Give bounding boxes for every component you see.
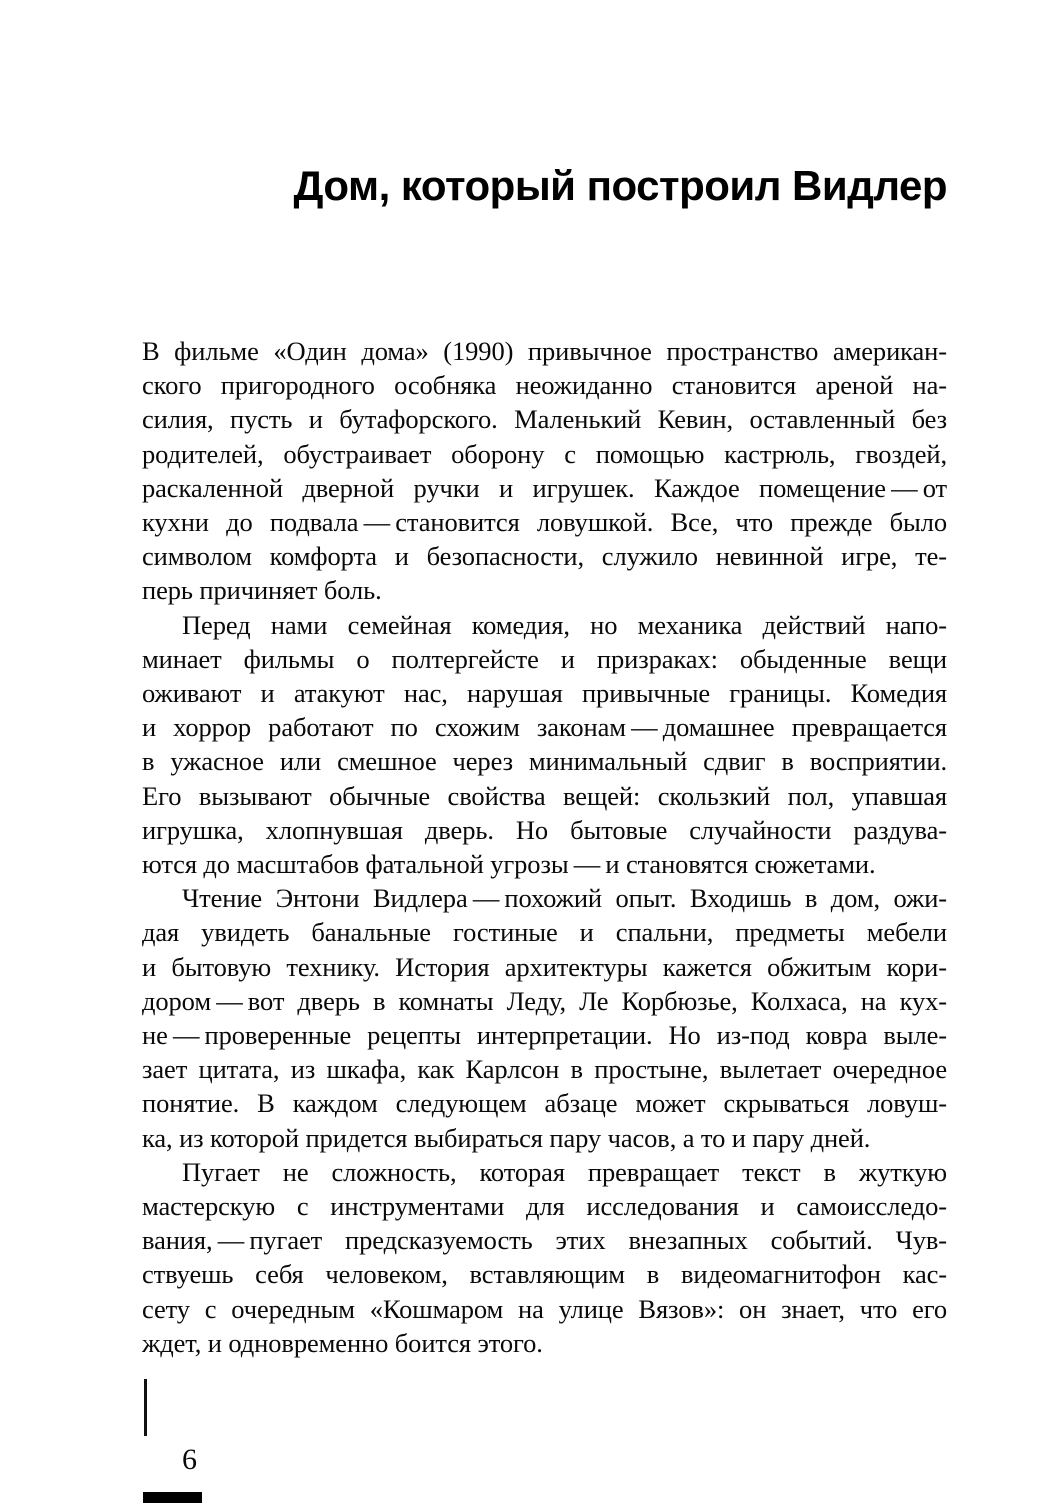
- text-line: Пугает не сложность, которая превращает текст в жуткую: [182, 1156, 947, 1187]
- text-line: раскаленной дверной ручки и игрушек. Каждое помещение — от: [142, 472, 947, 503]
- text-line: не — проверенные рецепты интерпретации. Но из-под ковра выле-: [142, 1020, 947, 1051]
- text-line: Перед нами семейная комедия, но механика действий напо-: [182, 609, 947, 640]
- text-line: В фильме «Один дома» (1990) привычное пространство американ-: [142, 336, 947, 366]
- text-line: минает фильмы о полтергейсте и призраках: обыденные вещи: [142, 643, 947, 674]
- paragraph: [142, 881, 947, 1155]
- footer-black-bar: [143, 1492, 202, 1503]
- text-line: игрушка, хлопнувшая дверь. Но бытовые случайности раздува-: [142, 814, 947, 845]
- text-line: оживают и атакуют нас, нарушая привычные границы. Комедия: [142, 678, 947, 709]
- body-text: [142, 334, 947, 1360]
- text-line: перь причиняет боль.: [142, 575, 382, 606]
- text-line: ждет, и одновременно боится этого.: [142, 1327, 543, 1358]
- text-line: дая увидеть банальные гостиные и спальни, предметы мебели: [142, 917, 947, 948]
- text-line: символом комфорта и безопасности, служило невинной игре, те-: [142, 541, 947, 572]
- text-line: родителей, обустраивает оборону с помощью кастрюль, гвоздей,: [142, 438, 947, 469]
- paragraph: [142, 608, 947, 882]
- text-line: сету с очередным «Кошмаром на улице Вязов»: он знает, что его: [142, 1293, 947, 1324]
- text-line: ствуешь себя человеком, вставляющим в видеомагнитофон кас-: [142, 1259, 947, 1290]
- text-line: дором — вот дверь в комнаты Леду, Ле Корбюзье, Колхаса, на кух-: [142, 985, 947, 1016]
- text-line: кухни до подвала — становится ловушкой. Все, что прежде было: [142, 507, 947, 538]
- paragraph: [142, 1155, 947, 1360]
- paragraph: [142, 334, 947, 608]
- text-line: вания, — пугает предсказуемость этих внезапных событий. Чув-: [142, 1225, 947, 1256]
- page-number: 6: [182, 1443, 197, 1476]
- text-line: Его вызывают обычные свойства вещей: скользкий пол, упавшая: [142, 780, 947, 811]
- chapter-title: Дом, который построил Видлер: [293, 162, 947, 209]
- text-line: ка, из которой придется выбираться пару часов, а то и пару дней.: [142, 1122, 871, 1153]
- text-line: понятие. В каждом следующем абзаце может скрываться ловуш-: [142, 1088, 947, 1119]
- text-line: силия, пусть и бутафорского. Маленький Кевин, оставленный без: [142, 404, 947, 435]
- text-line: и хоррор работают по схожим законам — домашнее превращается: [142, 712, 947, 743]
- text-line: мастерскую с инструментами для исследования и самоисследо-: [142, 1191, 947, 1222]
- text-line: ского пригородного особняка неожиданно становится ареной на-: [142, 370, 947, 401]
- text-line: ются до масштабов фатальной угрозы — и становятся сюжетами.: [142, 849, 876, 880]
- text-line: Чтение Энтони Видлера — похожий опыт. Входишь в дом, ожи-: [182, 883, 947, 914]
- text-line: и бытовую технику. История архитектуры кажется обжитым кори-: [142, 951, 947, 982]
- vertical-rule-mark: [144, 1379, 147, 1436]
- text-line: зает цитата, из шкафа, как Карлсон в простыне, вылетает очередное: [142, 1054, 947, 1085]
- text-line: в ужасное или смешное через минимальный сдвиг в восприятии.: [142, 746, 947, 777]
